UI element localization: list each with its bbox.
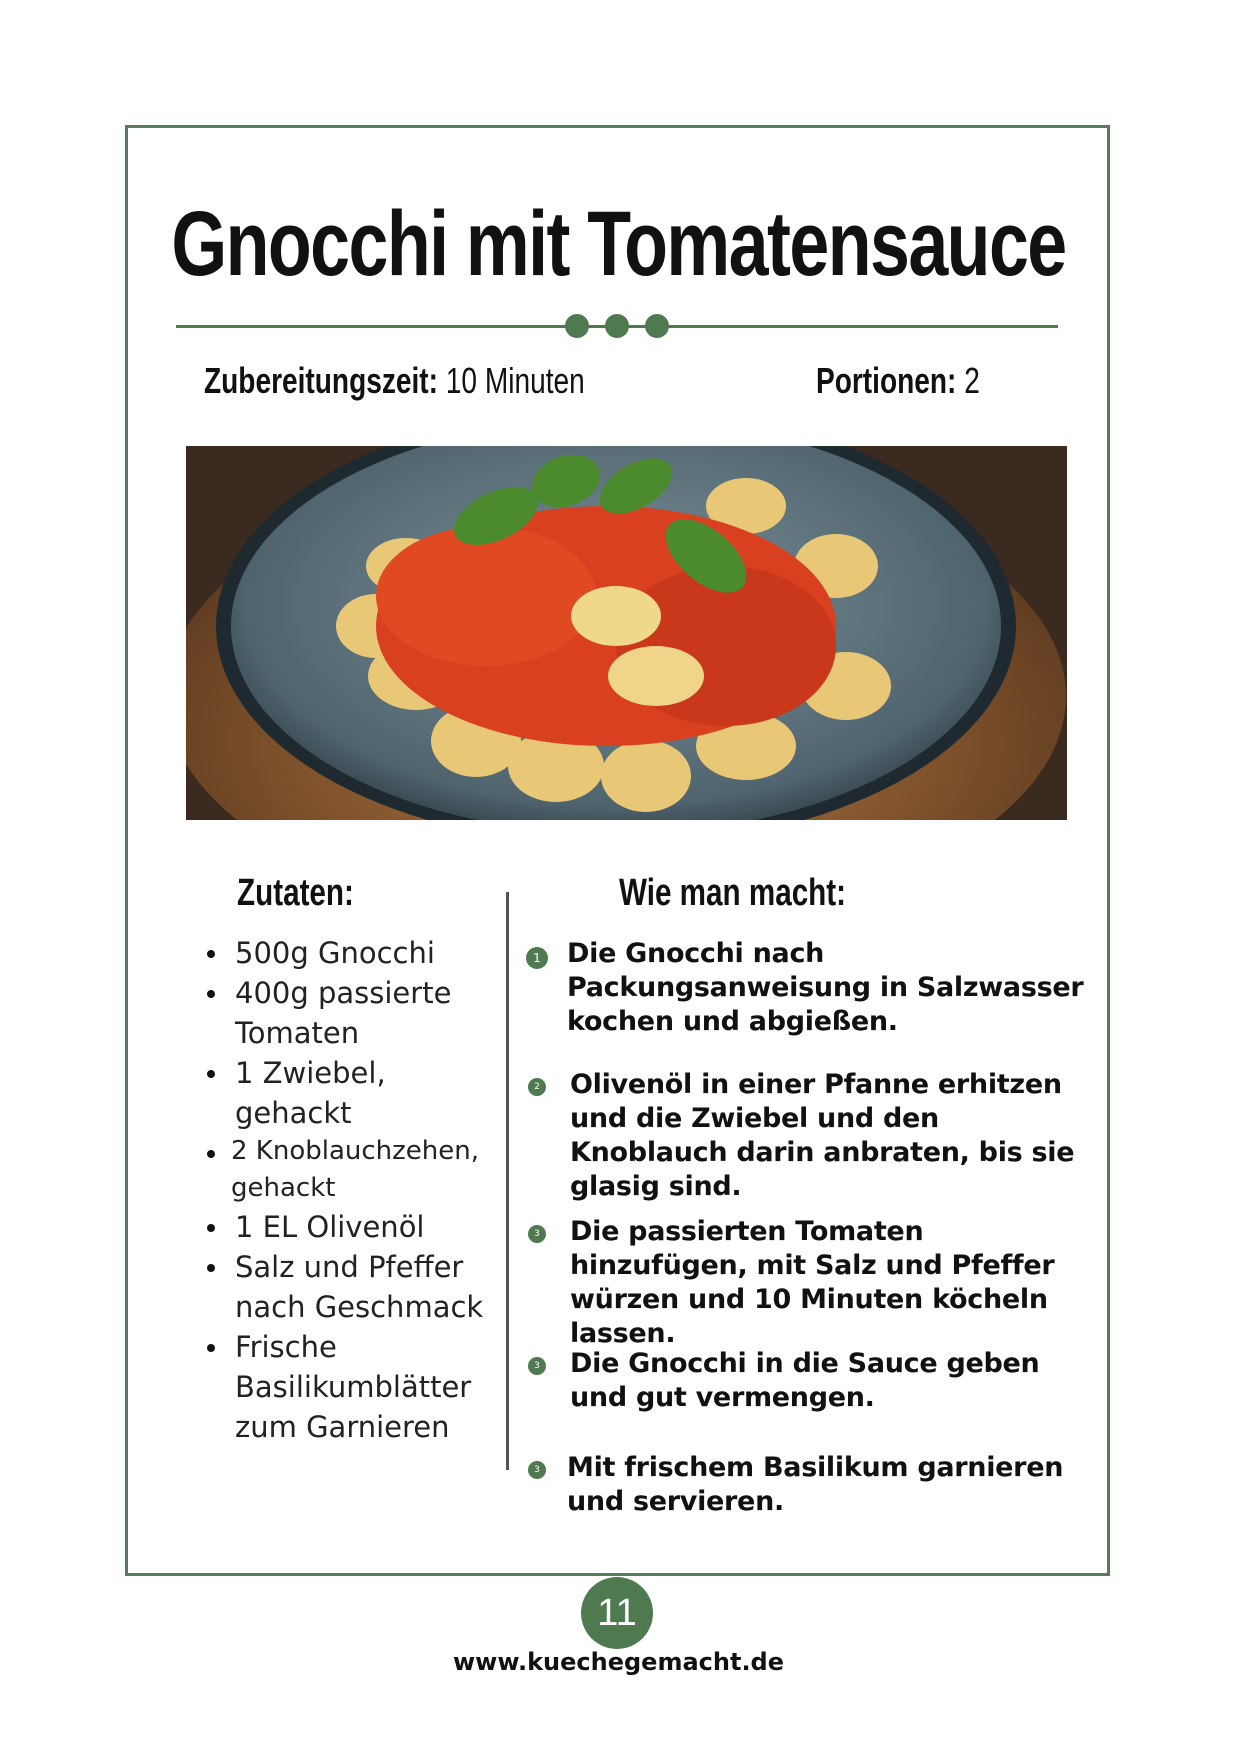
prep-time [204, 360, 585, 402]
step-number-badge: 3 [528, 1461, 546, 1479]
divider-dot [645, 314, 669, 338]
step-number-badge: 1 [526, 947, 548, 969]
step-text: Die passierten Tomaten hinzufügen, mit Salz und Pfeffer würzen und 10 Minuten köcheln lassen. [570, 1216, 1055, 1349]
prep-time-value: 10 Minuten [438, 360, 585, 401]
step-text: Olivenöl in einer Pfanne erhitzen und die Zwiebel und den Knoblauch darin anbraten, bis sie glasig sind. [570, 1069, 1075, 1202]
ingredient-item: 500g Gnocchi [205, 933, 495, 973]
step-item [526, 937, 1096, 1039]
step-text: Die Gnocchi nach Packungsanweisung in Salzwasser kochen und abgießen. [567, 938, 1084, 1037]
column-divider [506, 892, 509, 1470]
website-url: www.kuechegemacht.de [452, 1648, 785, 1676]
step-number-badge: 3 [528, 1357, 546, 1375]
step-item [526, 1215, 1096, 1351]
ingredient-item: 400g passierte Tomaten [205, 973, 495, 1053]
ingredient-item: Salz und Pfeffer nach Geschmack [205, 1247, 495, 1327]
step-item [526, 1451, 1096, 1519]
ingredient-item: 1 EL Olivenöl [205, 1207, 495, 1247]
portions-label: Portionen: [816, 360, 957, 401]
prep-time-label: Zubereitungszeit: [204, 360, 439, 401]
step-text: Die Gnocchi in die Sauce geben und gut vermengen. [570, 1348, 1040, 1413]
ingredient-item: 1 Zwiebel, gehackt [205, 1053, 495, 1133]
step-number-badge: 3 [528, 1225, 546, 1243]
divider-dot [565, 314, 589, 338]
step-item [526, 1068, 1096, 1204]
recipe-title: Gnocchi mit Tomatensauce [171, 193, 1066, 295]
recipe-photo [186, 446, 1067, 820]
ingredient-item: Frische Basilikumblätter zum Garnieren [205, 1327, 495, 1447]
step-number-badge: 2 [528, 1078, 546, 1096]
step-item [526, 1347, 1096, 1415]
step-text: Mit frischem Basilikum garnieren und servieren. [567, 1452, 1064, 1517]
page-number: 11 [581, 1577, 653, 1649]
steps-heading: Wie man macht: [619, 872, 847, 914]
divider-dot [605, 314, 629, 338]
ingredients-heading: Zutaten: [237, 872, 354, 914]
portions-value: 2 [956, 360, 980, 401]
ingredients-list [205, 933, 495, 1447]
portions [816, 360, 980, 402]
ingredient-item: 2 Knoblauchzehen, gehackt [205, 1133, 495, 1207]
